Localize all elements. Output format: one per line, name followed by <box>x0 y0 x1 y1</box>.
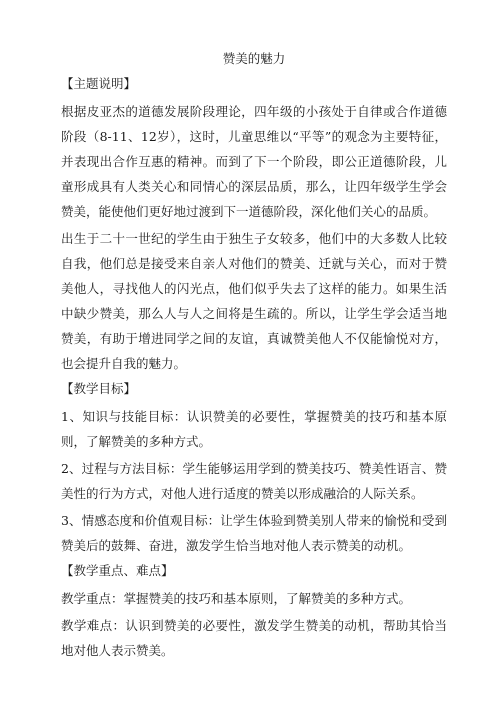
key-point-paragraph: 教学重点：掌握赞美的技巧和基本原则，了解赞美的多种方式。 <box>61 591 412 606</box>
section-heading-goals: 【教学目标】 <box>61 381 137 396</box>
goal-knowledge-skills: 1、知识与技能目标：认识赞美的必要性，掌握赞美的技巧和基本原则，了解赞美的多种方式。 <box>61 409 447 449</box>
theme-paragraph-1: 根据皮亚杰的道德发展阶段理论，四年级的小孩处于自律或合作道德阶段（8-11、12岁），这时，儿童思维以“平等”的观念为主要特征，并表现出合作互惠的精神。而到了下一个阶段，即公正道德阶段，儿童形成具有人类关心和同情心的深层品质，那么，让四年级学生学会赞美，能使他们更好地过渡到下一道德阶段，深化他们关心的品质。 <box>61 104 447 219</box>
theme-paragraph-2: 出生于二十一世纪的学生由于独生子女较多，他们中的大多数人比较自我，他们总是接受来自亲人对他们的赞美、迁就与关心，而对于赞美他人，寻找他人的闪光点，他们似乎失去了这样的能力。如果生活中缺少赞美，那么人与人之间将是生疏的。所以，让学生学会适当地赞美，有助于增进同学之间的友谊，真诚赞美他人不仅能愉悦对方，也会提升自我的魅力。 <box>61 231 447 371</box>
difficult-point-paragraph: 教学难点：认识到赞美的必要性，激发学生赞美的动机，帮助其恰当地对他人表示赞美。 <box>61 618 447 658</box>
section-heading-key-points: 【教学重点、难点】 <box>61 563 174 578</box>
goal-process-methods: 2、过程与方法目标：学生能够运用学到的赞美技巧、赞美性语言、赞美性的行为方式，对他人进行适度的赞美以形成融洽的人际关系。 <box>61 461 447 501</box>
goal-emotion-values: 3、情感态度和价值观目标：让学生体验到赞美别人带来的愉悦和受到赞美后的鼓舞、奋进，激发学生恰当地对他人表示赞美的动机。 <box>61 513 447 553</box>
section-heading-theme: 【主题说明】 <box>61 76 137 91</box>
document-title: 赞美的魅力 <box>222 51 286 66</box>
document-page <box>61 50 447 665</box>
